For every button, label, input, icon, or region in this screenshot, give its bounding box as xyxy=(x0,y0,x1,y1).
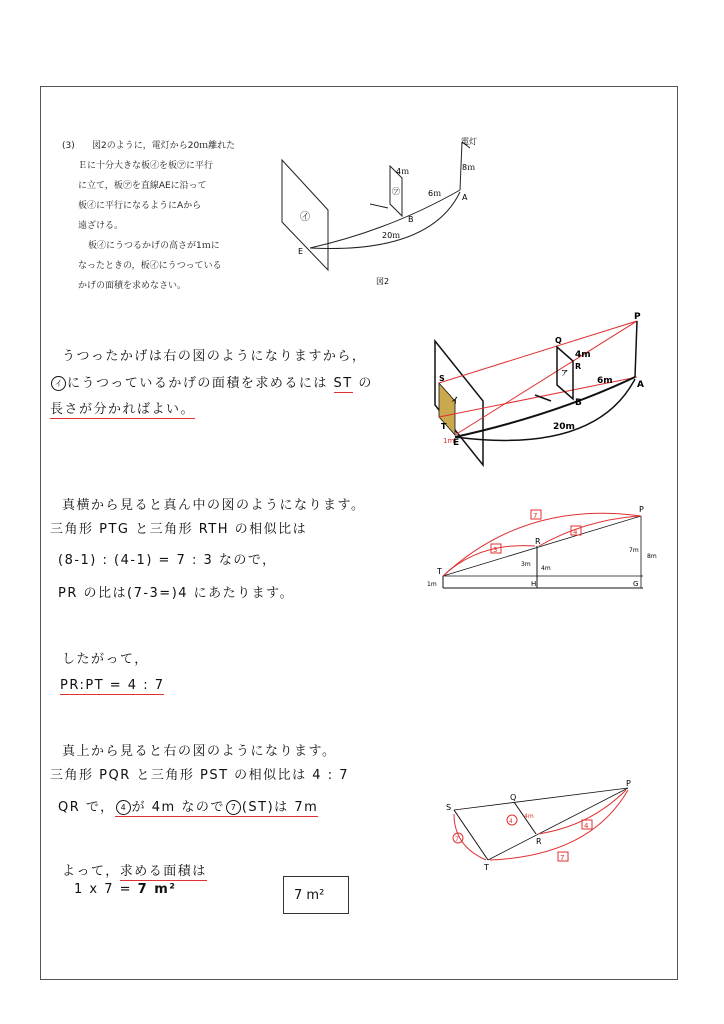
p-label-top: P xyxy=(626,779,631,788)
r7-top: 7 xyxy=(560,854,565,862)
expl1-line1: うつったかげは右の図のようになりますから， xyxy=(62,349,367,364)
ratio-7: 7 xyxy=(533,512,538,520)
h4-label: 4ｍ xyxy=(396,167,410,176)
h8-label-side: 8m xyxy=(647,553,657,560)
t-label: T xyxy=(441,422,447,431)
board-i-fig1: イ xyxy=(451,396,459,405)
h3-label-side: 3m xyxy=(521,561,531,568)
problem-line-5: 遠ざける。 xyxy=(78,221,124,231)
r-label-top: R xyxy=(536,837,542,846)
h-label-side: H xyxy=(531,580,537,588)
h1-label-side: 1m xyxy=(427,581,437,588)
lamp-label: 電灯 xyxy=(461,137,477,146)
a-label-fig1: A xyxy=(637,380,644,390)
p-label-side: P xyxy=(639,505,644,514)
d6-label: 6ｍ xyxy=(428,189,442,198)
c7-top: 7 xyxy=(455,836,459,843)
r4-top: 4 xyxy=(584,822,589,830)
q-label-top: Q xyxy=(510,793,517,802)
expl1-line3: 長さが分かればよい。 xyxy=(50,402,196,417)
conclusion-calc: 1 x 7 = 7 m² xyxy=(74,882,177,897)
board-i-label: ㋑ xyxy=(300,212,310,223)
g-label-side: G xyxy=(633,580,639,588)
problem-figure xyxy=(270,130,510,290)
d6-label-fig1: 6m xyxy=(597,376,613,386)
board-a-label: ㋐ xyxy=(392,187,400,196)
conclusion-line1: よって，求める面積は xyxy=(62,864,207,879)
circle-7: 7 xyxy=(226,800,241,815)
expl4-line1: 真上から見ると右の図のようになります。 xyxy=(62,744,337,759)
expl2-line3: (8-1) : (4-1) = 7 : 3 なので， xyxy=(58,553,277,568)
ratio-3: 3 xyxy=(493,546,498,554)
p-label: P xyxy=(634,312,641,322)
answer-box: 7 m² xyxy=(283,876,349,914)
side-view-figure xyxy=(425,500,665,600)
circle-i: イ xyxy=(51,376,66,391)
top-view-figure xyxy=(440,776,640,872)
expl2-line1: 真横から見ると真ん中の図のようになります。 xyxy=(62,498,366,513)
problem-line-1: 図2のように，電灯から20ｍ離れた xyxy=(92,141,236,151)
h8-label: 8ｍ xyxy=(462,163,476,172)
q-label: Q xyxy=(555,336,562,345)
expl4-line2: 三角形 PQR と三角形 PST の相似比は 4 : 7 xyxy=(50,768,349,783)
expl2-line2: 三角形 PTG と三角形 RTH の相似比は xyxy=(50,522,308,537)
ratio-4: 4 xyxy=(573,528,578,536)
h4-label-side: 4m xyxy=(541,565,551,572)
board-a-fig1: ア xyxy=(561,369,568,377)
expl4-line3: QR で， 4 が 4m なので 7 (ST)は 7m xyxy=(58,800,319,815)
conclusion-result: 7 m² xyxy=(137,882,177,897)
b-label-fig1: B xyxy=(575,398,582,408)
h4-label-fig1: 4m xyxy=(575,350,591,360)
expl3-line1: したがって， xyxy=(62,652,149,667)
problem-line-3: に立て，板㋐を直線AEに沿って xyxy=(78,181,207,191)
t-label-side: T xyxy=(437,567,442,576)
problem-line-7: なったときの，板㋑にうつっている xyxy=(78,261,222,271)
b-label: B xyxy=(408,215,414,224)
expl3-ratio: PR:PT = 4 : 7 xyxy=(60,678,165,693)
expl1-line2: イ にうつっているかげの面積を求めるには ST の xyxy=(50,372,373,391)
c4-top: 4 xyxy=(509,818,513,825)
r-label-side: R xyxy=(535,537,541,546)
h4-label-top: 4m xyxy=(524,813,534,820)
problem-line-8: かげの面積を求めなさい。 xyxy=(78,281,187,291)
problem-number: (3) xyxy=(62,141,75,151)
s-label: S xyxy=(439,374,445,383)
s-label-top: S xyxy=(446,803,452,812)
fig-caption: 図2 xyxy=(376,277,390,286)
d20-label: 20ｍ xyxy=(382,231,401,240)
shadow-figure xyxy=(425,305,665,475)
problem-line-6: 板㋑にうつるかげの高さが1ｍに xyxy=(88,241,220,251)
e-label-fig1: E xyxy=(453,438,460,448)
problem-line-4: 板㋑に平行になるようにAから xyxy=(78,201,202,211)
r-label: R xyxy=(575,362,582,371)
h7-label-side: 7m xyxy=(629,547,639,554)
problem-line-2: Ｅに十分大きな板㋑を板㋐に平行 xyxy=(78,161,214,171)
t-label-top: T xyxy=(484,863,489,872)
a-label: A xyxy=(462,193,468,202)
h1-label: 1m xyxy=(443,437,455,445)
expl2-line4: PR の比は(7-3=)4 にあたります。 xyxy=(58,586,295,601)
circle-4: 4 xyxy=(116,800,131,815)
d20-label-fig1: 20m xyxy=(553,422,575,432)
e-label: E xyxy=(298,247,304,256)
